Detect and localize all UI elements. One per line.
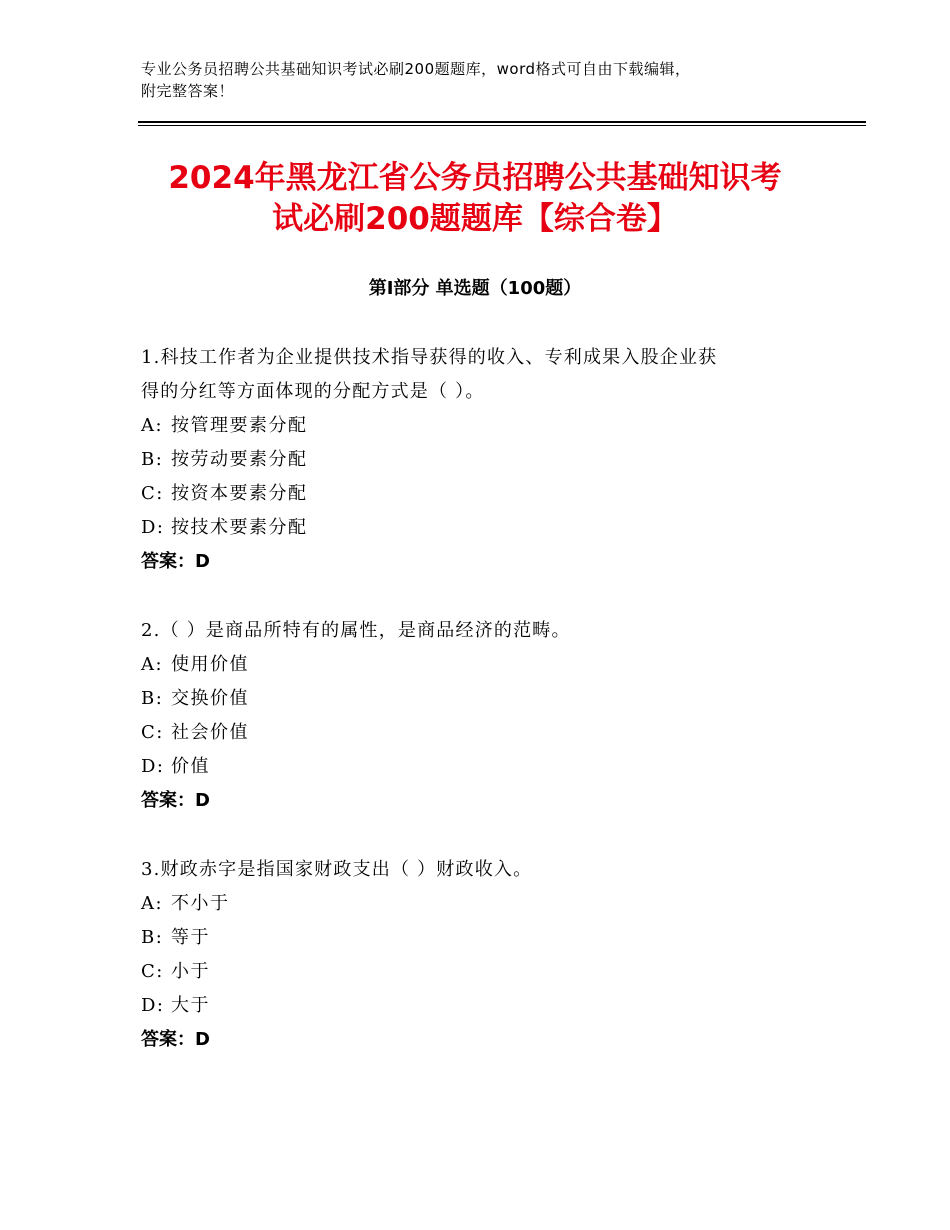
question-2-option-a [141,648,841,682]
section-heading: 第Ⅰ部分 单选题（100题） [368,278,582,299]
question-1-answer: 答案：D [141,551,210,572]
header-note-line-1: 专业公务员招聘公共基础知识考试必刷200题题库，word格式可自由下载编辑， [141,60,691,78]
option-letter: B: [141,449,164,470]
question-2-answer: 答案：D [141,790,210,811]
question-1-stem-line-1: 1.科技工作者为企业提供技术指导获得的收入、专利成果入股企业获 [141,347,718,368]
option-letter: C: [141,722,164,743]
question-1-option-d [141,511,841,545]
header-note [141,58,821,102]
option-text: 价值 [171,756,210,777]
option-letter: A: [141,893,164,914]
option-text: 使用价值 [171,654,249,675]
header-note-line-2: 附完整答案！ [141,82,235,100]
question-2-stem-line-1: 2.（ ）是商品所特有的属性，是商品经济的范畴。 [141,620,571,641]
option-text: 交换价值 [171,688,249,709]
option-text: 社会价值 [171,722,249,743]
option-letter: D: [141,995,165,1016]
question-3-stem-line-1: 3.财政赤字是指国家财政支出（ ）财政收入。 [141,859,533,880]
header-divider-thin [138,125,866,126]
option-letter: A: [141,654,164,675]
option-text: 大于 [171,995,210,1016]
option-text: 等于 [171,927,210,948]
option-text: 小于 [171,961,210,982]
header-divider [138,121,866,126]
question-3 [141,853,841,1057]
option-text: 按资本要素分配 [171,483,308,504]
question-2-option-d [141,750,841,784]
document-title [100,158,850,240]
option-text: 按技术要素分配 [171,517,308,538]
header-divider-thick [138,121,866,123]
question-1 [141,341,841,579]
option-letter: C: [141,961,164,982]
question-1-option-b [141,443,841,477]
option-letter: B: [141,927,164,948]
question-3-option-a [141,887,841,921]
question-1-option-a [141,409,841,443]
question-3-answer: 答案：D [141,1029,210,1050]
option-text: 按管理要素分配 [171,415,308,436]
option-letter: B: [141,688,164,709]
question-3-option-d [141,989,841,1023]
question-3-option-c [141,955,841,989]
document-title-line-2: 试必刷200题题库【综合卷】 [272,201,678,237]
document-title-line-1: 2024年黑龙江省公务员招聘公共基础知识考 [168,160,782,196]
option-text: 不小于 [171,893,230,914]
question-2-option-b [141,682,841,716]
option-letter: A: [141,415,164,436]
option-letter: D: [141,756,165,777]
question-2-option-c [141,716,841,750]
option-letter: C: [141,483,164,504]
option-letter: D: [141,517,165,538]
question-1-stem-line-2: 得的分红等方面体现的分配方式是（ ）。 [141,381,485,402]
question-1-option-c [141,477,841,511]
question-3-option-b [141,921,841,955]
question-2 [141,614,841,818]
option-text: 按劳动要素分配 [171,449,308,470]
